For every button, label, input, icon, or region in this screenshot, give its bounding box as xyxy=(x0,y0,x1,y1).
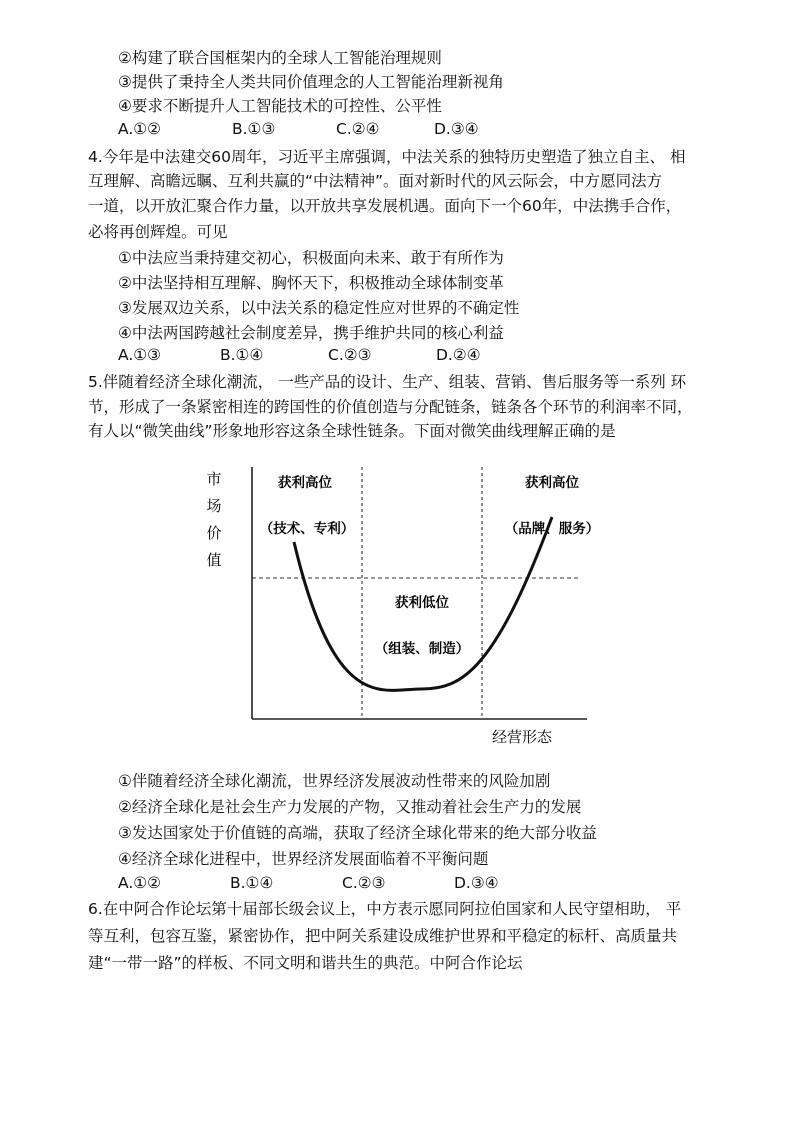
low-label: 获利低位 xyxy=(395,595,449,611)
q4-option-2: ②中法坚持相互理解、胸怀天下，积极推动全球体制变革 xyxy=(118,274,504,292)
x-axis-label: 经营形态 xyxy=(491,728,553,746)
choice-b[interactable]: B.①④ xyxy=(230,874,274,892)
choice-c[interactable]: C.②④ xyxy=(336,120,380,138)
q3-option-2: ②构建了联合国框架内的全球人工智能治理规则 xyxy=(118,49,442,67)
q3-option-4: ④要求不断提升人工智能技术的可控性、公平性 xyxy=(118,97,442,115)
choice-a[interactable]: A.①② xyxy=(118,874,162,892)
choice-d[interactable]: D.③④ xyxy=(454,874,499,892)
svg-text:价: 价 xyxy=(206,524,222,542)
smile-curve-figure xyxy=(195,455,615,755)
q4-stem-line-2: 互理解、高瞻远瞩、互利共赢的“中法精神”。面对新时代的风云际会，中方愿同法方 xyxy=(88,172,663,190)
q4-stem-line-3: 一道，以开放汇聚合作力量，以开放共享发展机遇。面向下一个60年，中法携手合作， xyxy=(88,197,682,215)
q6-stem-line-1: 6.在中阿合作论坛第十届部长级会议上，中方表示愿同阿拉伯国家和人民守望相助， 平 xyxy=(88,900,682,918)
q5-option-1: ①伴随着经济全球化潮流，世界经济发展波动性带来的风险加剧 xyxy=(118,772,551,790)
choice-d[interactable]: D.③④ xyxy=(434,120,479,138)
svg-text:值: 值 xyxy=(206,551,222,569)
choice-b[interactable]: B.①④ xyxy=(220,346,264,364)
left-high-sub: （技术、专利） xyxy=(259,521,355,537)
q6-stem-line-2: 等互利，包容互鉴，紧密协作，把中阿关系建设成维护世界和平稳定的标杆、高质量共 xyxy=(88,927,678,945)
q5-choices xyxy=(118,873,538,893)
q5-stem-line-1: 5.伴随着经济全球化潮流， 一些产品的设计、生产、组装、营销、售后服务等一系列 环 xyxy=(88,373,687,391)
choice-b[interactable]: B.①③ xyxy=(232,120,276,138)
choice-a[interactable]: A.①③ xyxy=(118,346,162,364)
q4-choices xyxy=(118,345,538,365)
choice-d[interactable]: D.②④ xyxy=(436,346,481,364)
q4-option-4: ④中法两国跨越社会制度差异，携手维护共同的核心利益 xyxy=(118,324,504,342)
q4-stem-line-1: 4.今年是中法建交60周年，习近平主席强调，中法关系的独特历史塑造了独立自主、 相 xyxy=(88,148,686,166)
q5-stem-line-3: 有人以“微笑曲线”形象地形容这条全球性链条。下面对微笑曲线理解正确的是 xyxy=(88,422,616,440)
left-high-label: 获利高位 xyxy=(278,475,332,491)
choice-a[interactable]: A.①② xyxy=(118,120,162,138)
right-high-sub: （品牌、服务） xyxy=(504,521,600,537)
q4-stem-line-4: 必将再创辉煌。可见 xyxy=(88,223,228,241)
q5-option-4: ④经济全球化进程中，世界经济发展面临着不平衡问题 xyxy=(118,850,489,868)
svg-text:场: 场 xyxy=(206,497,222,515)
low-sub: （组装、制造） xyxy=(374,641,470,657)
choice-c[interactable]: C.②③ xyxy=(342,874,386,892)
choice-c[interactable]: C.②③ xyxy=(328,346,372,364)
right-high-label: 获利高位 xyxy=(525,475,579,491)
q5-option-3: ③发达国家处于价值链的高端，获取了经济全球化带来的绝大部分收益 xyxy=(118,824,597,842)
q4-option-3: ③发展双边关系，以中法关系的稳定性应对世界的不确定性 xyxy=(118,299,520,317)
q3-choices xyxy=(118,119,538,139)
q6-stem-line-3: 建“一带一路”的样板、不同文明和谐共生的典范。中阿合作论坛 xyxy=(88,954,523,972)
y-axis-label xyxy=(206,470,221,569)
q5-option-2: ②经济全球化是社会生产力发展的产物，又推动着社会生产力的发展 xyxy=(118,798,582,816)
svg-text:市: 市 xyxy=(206,470,222,488)
q5-stem-line-2: 节，形成了一条紧密相连的跨国性的价值创造与分配链条，链条各个环节的利润率不同， xyxy=(88,398,693,416)
q3-option-3: ③提供了秉持全人类共同价值理念的人工智能治理新视角 xyxy=(118,73,504,91)
q4-option-1: ①中法应当秉持建交初心，积极面向未来、敢于有所作为 xyxy=(118,249,504,267)
